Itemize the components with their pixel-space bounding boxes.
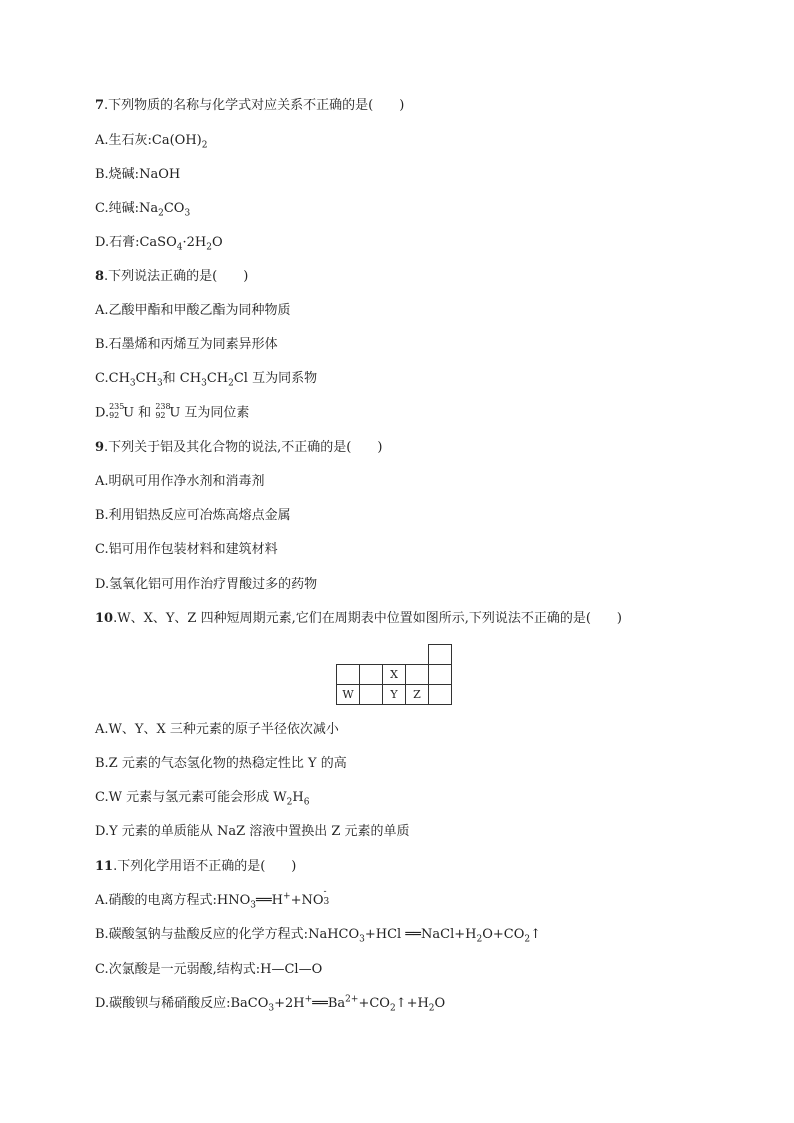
pt-cell-y: Y bbox=[383, 685, 406, 705]
isotope-notation: 238 92 bbox=[155, 402, 171, 420]
q10-option-b: B.Z 元素的气态氢化物的热稳定性比 Y 的高 bbox=[95, 756, 347, 771]
q7-option-c: C.纯碱$:Na_2CO_3$ bbox=[95, 201, 191, 219]
question-10-stem: 10.W、X、Y、Z 四种短周期元素,它们在周期表中位置如图所示,下列说法不正确的是( ) bbox=[95, 611, 622, 626]
question-7-stem: 7.下列物质的名称与化学式对应关系不正确的是( ) bbox=[95, 98, 405, 113]
q8-option-d: D. 235 92 U 和 238 92 U 互为同位素 bbox=[95, 402, 250, 421]
pt-cell bbox=[406, 665, 429, 685]
question-number: 7 bbox=[95, 98, 105, 113]
pt-cell bbox=[337, 665, 360, 685]
q8-option-a: A.乙酸甲酯和甲酸乙酯为同种物质 bbox=[95, 303, 291, 318]
q10-option-a: A.W、Y、X 三种元素的原子半径依次减小 bbox=[95, 722, 339, 737]
question-number: 11 bbox=[95, 859, 114, 874]
pt-cell bbox=[360, 685, 383, 705]
q7-option-a: A.生石灰$:Ca(OH)_2$ bbox=[95, 133, 208, 151]
q11-option-b: B.碳酸氢钠与盐酸反应的化学方程式:NaHCO$_3$+HCl $══NaCl+H_2O+CO_2↑$ bbox=[95, 927, 541, 945]
question-11-stem: 11.下列化学用语不正确的是( ) bbox=[95, 859, 297, 874]
q9-option-d: D.氢氧化铝可用作治疗胃酸过多的药物 bbox=[95, 577, 318, 592]
q11-option-c: C.次氯酸是一元弱酸,结构式:H—Cl—O bbox=[95, 962, 323, 977]
q9-option-b: B.利用铝热反应可冶炼高熔点金属 bbox=[95, 508, 291, 523]
pt-cell-x: X bbox=[383, 665, 406, 685]
q9-option-a: A.明矾可用作净水剂和消毒剂 bbox=[95, 474, 265, 489]
isotope-notation: 235 92 bbox=[109, 402, 125, 420]
q7-option-b: B.烧碱:NaOH bbox=[95, 167, 181, 182]
q11-option-d: D.碳酸钡与稀硝酸反应$:BaCO_3+2H^+══Ba^{2+}+CO_2↑+H_2O$ bbox=[95, 994, 446, 1014]
pt-cell bbox=[429, 645, 452, 665]
question-number: 8 bbox=[95, 269, 105, 284]
question-9-stem: 9.下列关于铝及其化合物的说法,不正确的是( ) bbox=[95, 440, 383, 455]
periodic-table-fragment bbox=[336, 644, 452, 705]
question-number: 10 bbox=[95, 611, 114, 626]
q10-option-c: C.W 元素与氢元素可能会形成 $W_2H_6$ bbox=[95, 790, 310, 808]
q8-option-c: $C.CH_3CH_3$和 $CH_3CH_2Cl$ 互为同系物 bbox=[95, 371, 318, 389]
pt-cell bbox=[360, 665, 383, 685]
pt-cell-w: W bbox=[337, 685, 360, 705]
q7-option-d: D.石膏$:CaSO_4\cdot 2H_2O$ bbox=[95, 235, 223, 253]
question-8-stem: 8.下列说法正确的是( ) bbox=[95, 269, 249, 284]
q10-option-d: D.Y 元素的单质能从 NaZ 溶液中置换出 Z 元素的单质 bbox=[95, 824, 410, 839]
question-number: 9 bbox=[95, 440, 105, 455]
pt-cell bbox=[429, 665, 452, 685]
q8-option-b: B.石墨烯和丙烯互为同素异形体 bbox=[95, 337, 278, 352]
q9-option-c: C.铝可用作包装材料和建筑材料 bbox=[95, 542, 278, 557]
q11-option-a: A.硝酸的电离方程式$:HNO_3══H^++NO$ - 3 bbox=[95, 887, 330, 911]
pt-cell bbox=[429, 685, 452, 705]
pt-cell-z: Z bbox=[406, 685, 429, 705]
